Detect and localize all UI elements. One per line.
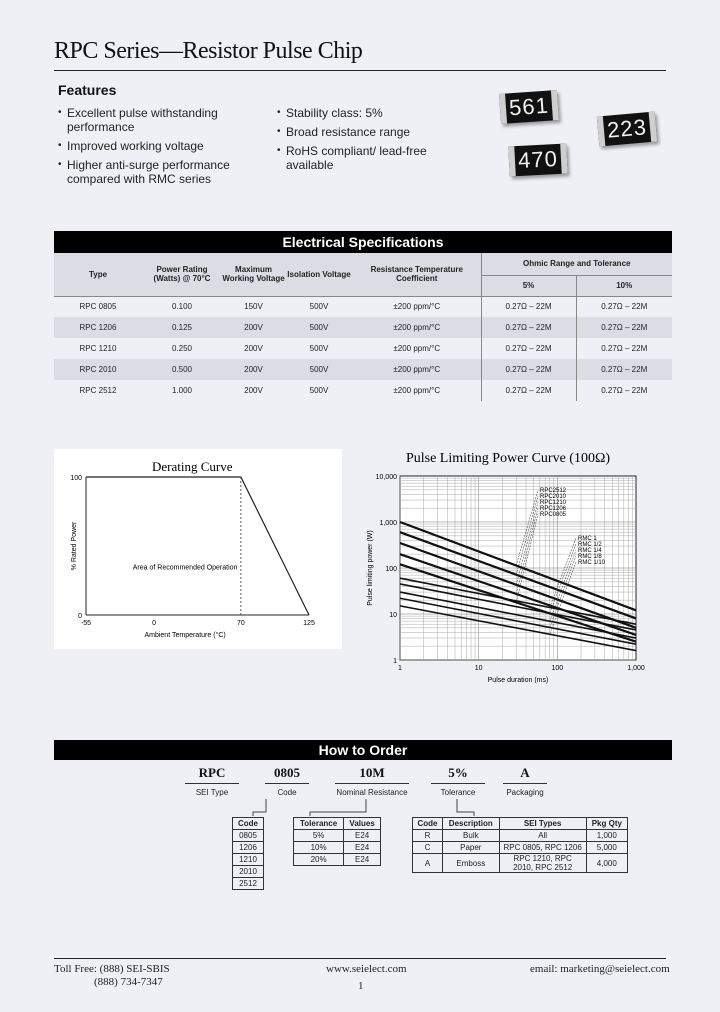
code-row bbox=[233, 842, 264, 854]
spec-cell: 0.250 bbox=[171, 344, 193, 353]
spec-cell: RPC 2010 bbox=[79, 365, 117, 374]
x-tick-label: 1,000 bbox=[627, 665, 645, 672]
spec-cell: 0.27Ω – 22M bbox=[481, 317, 576, 338]
tolerance-cell: E24 bbox=[344, 854, 381, 866]
code-cell: 1210 bbox=[233, 854, 264, 866]
pkg-header-sei-types: SEI Types bbox=[499, 818, 586, 830]
pkg-header-description: Description bbox=[442, 818, 499, 830]
pulse-chart-panel bbox=[356, 446, 660, 684]
y-axis-label: Pulse limiting power (W) bbox=[367, 530, 374, 606]
feature-item: • Stability class: 5% bbox=[277, 106, 477, 120]
chart-annotation: Area of Recommended Operation bbox=[132, 564, 238, 572]
tolerance-cell: 10% bbox=[294, 842, 344, 854]
chart-title: Derating Curve bbox=[152, 459, 233, 474]
order-part-label: Packaging bbox=[506, 788, 544, 797]
y-axis-label: % Rated Power bbox=[71, 521, 78, 571]
spec-cell: 500V bbox=[309, 302, 329, 312]
tolerance-row bbox=[294, 842, 381, 854]
series-label: RMC 1/4 bbox=[578, 548, 602, 554]
spec-row bbox=[54, 380, 672, 401]
footer-website[interactable]: www.seielect.com bbox=[326, 963, 407, 975]
spec-cell: 150V bbox=[244, 302, 263, 312]
order-part-label: Nominal Resistance bbox=[336, 788, 408, 797]
order-part-underline bbox=[431, 783, 485, 784]
packaging-row bbox=[413, 854, 628, 873]
order-part-underline bbox=[265, 783, 309, 784]
y-tick-label: 100 bbox=[385, 566, 397, 573]
how-to-order-heading: How to Order bbox=[54, 740, 672, 760]
order-part-value: 10M bbox=[359, 765, 385, 780]
spec-cell: 0.27Ω – 22M bbox=[576, 338, 672, 359]
spec-cell: ±200 ppm/°C bbox=[393, 302, 441, 312]
spec-cell: 500V bbox=[309, 386, 329, 395]
y-tick-label: 100 bbox=[70, 475, 82, 482]
spec-cell: 1.000 bbox=[171, 386, 193, 395]
packaging-cell: A bbox=[413, 854, 443, 873]
series-label: RPC2010 bbox=[540, 494, 567, 500]
packaging-cell: Paper bbox=[442, 842, 499, 854]
y-tick-label: 1,000 bbox=[379, 520, 397, 527]
derating-chart bbox=[54, 449, 342, 649]
spec-row bbox=[54, 296, 672, 317]
code-row bbox=[233, 854, 264, 866]
spec-cell: ±200 ppm/°C bbox=[393, 365, 441, 374]
feature-item: • RoHS compliant/ lead-free available bbox=[277, 144, 477, 172]
packaging-cell: 4,000 bbox=[586, 854, 627, 873]
pkg-header-qty: Pkg Qty bbox=[586, 818, 627, 830]
code-table-header: Code bbox=[233, 818, 264, 830]
tolerance-cell: 5% bbox=[294, 830, 344, 842]
spec-cell: 200V bbox=[244, 323, 263, 332]
y-tick-label: 10,000 bbox=[375, 474, 397, 481]
spec-cell: 0.27Ω – 22M bbox=[481, 338, 576, 359]
col-header-tcr: Resistance Temperature Coefficient bbox=[353, 253, 481, 296]
code-row bbox=[233, 866, 264, 878]
x-tick-label: 70 bbox=[236, 620, 245, 627]
series-label: RMC 1/2 bbox=[578, 542, 602, 548]
series-label: RPC2512 bbox=[540, 488, 567, 494]
spec-row bbox=[54, 338, 672, 359]
spec-cell: ±200 ppm/°C bbox=[393, 323, 441, 332]
col-header-5pct: 5% bbox=[481, 275, 576, 296]
spec-cell: 0.27Ω – 22M bbox=[481, 296, 576, 317]
x-tick-label: 10 bbox=[474, 665, 483, 672]
code-cell: 2010 bbox=[233, 866, 264, 878]
order-part-value: 0805 bbox=[274, 765, 300, 780]
col-header-power: Power Rating (Watts) @ 70°C bbox=[142, 253, 222, 296]
x-tick-label: 100 bbox=[551, 665, 564, 672]
x-tick-label: 0 bbox=[152, 620, 157, 627]
tolerance-table bbox=[293, 817, 381, 866]
spec-cell: 200V bbox=[244, 365, 263, 374]
col-header-voltage: Maximum Working Voltage bbox=[222, 253, 285, 296]
code-table bbox=[232, 817, 264, 890]
packaging-table bbox=[412, 817, 628, 873]
packaging-row bbox=[413, 830, 628, 842]
spec-row bbox=[54, 317, 672, 338]
features-left-list bbox=[58, 106, 273, 191]
order-part-label: Tolerance bbox=[440, 788, 476, 797]
spec-cell: ±200 ppm/°C bbox=[393, 386, 441, 395]
feature-item: • Broad resistance range bbox=[277, 125, 477, 139]
spec-row bbox=[54, 359, 672, 380]
tolerance-row bbox=[294, 830, 381, 842]
series-label: RPC0805 bbox=[540, 512, 567, 518]
packaging-cell: RPC 1210, RPC 2010, RPC 2512 bbox=[499, 854, 586, 873]
footer-tollfree: Toll Free: (888) SEI-SBIS bbox=[54, 963, 170, 975]
order-part-label: Code bbox=[277, 788, 297, 797]
packaging-cell: Bulk bbox=[442, 830, 499, 842]
packaging-cell: All bbox=[499, 830, 586, 842]
page-title: RPC Series—Resistor Pulse Chip bbox=[54, 38, 363, 64]
spec-cell: 0.500 bbox=[171, 365, 193, 374]
series-label: RMC 1/8 bbox=[578, 554, 602, 560]
spec-cell: 0.125 bbox=[171, 323, 193, 332]
order-part-value: 5% bbox=[448, 765, 468, 780]
order-part-underline bbox=[503, 783, 547, 784]
order-part-underline bbox=[185, 783, 239, 784]
footer-email[interactable]: email: marketing@seielect.com bbox=[530, 963, 670, 975]
tol-header-values: Values bbox=[344, 818, 381, 830]
footer-phone: (888) 734-7347 bbox=[94, 976, 163, 988]
chart-title: Pulse Limiting Power Curve (100Ω) bbox=[405, 451, 611, 466]
series-label: RMC 1/10 bbox=[578, 560, 606, 566]
features-right-list bbox=[277, 106, 477, 177]
code-cell: 1206 bbox=[233, 842, 264, 854]
resistor-chip-image: 223 bbox=[597, 112, 657, 147]
spec-cell: RPC 1206 bbox=[79, 323, 117, 332]
packaging-cell: C bbox=[413, 842, 443, 854]
order-part-value: A bbox=[520, 765, 530, 780]
col-header-isolation: Isolation Voltage bbox=[285, 253, 353, 296]
packaging-cell: R bbox=[413, 830, 443, 842]
electrical-specs-heading: Electrical Specifications bbox=[54, 231, 672, 253]
tolerance-cell: E24 bbox=[344, 842, 381, 854]
code-row bbox=[233, 830, 264, 842]
spec-cell: 0.100 bbox=[171, 302, 193, 312]
order-part-label: SEI Type bbox=[195, 788, 229, 797]
packaging-cell: 1,000 bbox=[586, 830, 627, 842]
title-rule bbox=[54, 70, 666, 71]
series-label: RPC1206 bbox=[540, 506, 567, 512]
electrical-specs-table bbox=[54, 253, 672, 401]
code-cell: 2512 bbox=[233, 878, 264, 890]
spec-cell: 500V bbox=[309, 365, 329, 374]
col-header-10pct: 10% bbox=[576, 275, 672, 296]
col-header-type: Type bbox=[54, 253, 142, 296]
spec-cell: 0.27Ω – 22M bbox=[481, 359, 576, 380]
packaging-cell: 5,000 bbox=[586, 842, 627, 854]
spec-cell: RPC 2512 bbox=[79, 386, 117, 395]
tolerance-cell: 20% bbox=[294, 854, 344, 866]
col-header-ohmic: Ohmic Range and Tolerance bbox=[481, 253, 672, 275]
tolerance-cell: E24 bbox=[344, 830, 381, 842]
series-label: RPC1210 bbox=[540, 500, 567, 506]
feature-item: • Higher anti-surge performance compared with RMC series bbox=[58, 158, 273, 186]
x-axis-label: Ambient Temperature (°C) bbox=[144, 632, 226, 639]
spec-cell: 200V bbox=[244, 344, 263, 353]
pkg-header-code: Code bbox=[413, 818, 443, 830]
spec-cell: 500V bbox=[309, 344, 329, 353]
spec-cell: 0.27Ω – 22M bbox=[576, 317, 672, 338]
y-tick-label: 10 bbox=[389, 612, 397, 619]
packaging-cell: RPC 0805, RPC 1206 bbox=[499, 842, 586, 854]
tolerance-row bbox=[294, 854, 381, 866]
x-axis-label: Pulse duration (ms) bbox=[487, 677, 549, 684]
packaging-cell: Emboss bbox=[442, 854, 499, 873]
resistor-chip-image: 561 bbox=[499, 90, 559, 124]
spec-cell: 0.27Ω – 22M bbox=[481, 380, 576, 401]
spec-cell: 0.27Ω – 22M bbox=[576, 359, 672, 380]
resistor-chip-image: 470 bbox=[508, 144, 567, 177]
spec-cell: 0.27Ω – 22M bbox=[576, 296, 672, 317]
features-heading: Features bbox=[58, 82, 117, 98]
x-tick-label: 1 bbox=[398, 665, 402, 672]
derating-line bbox=[86, 477, 309, 615]
feature-item: • Excellent pulse withstanding performance bbox=[58, 106, 273, 134]
code-row bbox=[233, 878, 264, 890]
spec-cell: RPC 1210 bbox=[79, 344, 117, 353]
series-label: RMC 1 bbox=[578, 536, 597, 542]
code-cell: 0805 bbox=[233, 830, 264, 842]
y-tick-label: 0 bbox=[78, 613, 82, 620]
x-tick-label: 125 bbox=[303, 620, 315, 627]
pulse-chart bbox=[356, 446, 660, 684]
spec-cell: 200V bbox=[244, 386, 263, 395]
tol-header-tolerance: Tolerance bbox=[294, 818, 344, 830]
derating-chart-panel bbox=[54, 449, 342, 649]
x-tick-label: -55 bbox=[80, 620, 92, 627]
order-part-underline bbox=[335, 783, 409, 784]
footer-rule bbox=[54, 958, 666, 959]
spec-cell: RPC 0805 bbox=[79, 302, 117, 312]
spec-cell: 500V bbox=[309, 323, 329, 332]
spec-cell: ±200 ppm/°C bbox=[393, 344, 441, 353]
feature-item: • Improved working voltage bbox=[58, 139, 273, 153]
spec-cell: 0.27Ω – 22M bbox=[576, 380, 672, 401]
y-tick-label: 1 bbox=[393, 658, 397, 665]
order-part-value: RPC bbox=[198, 765, 226, 780]
page-number: 1 bbox=[358, 980, 364, 992]
packaging-row bbox=[413, 842, 628, 854]
